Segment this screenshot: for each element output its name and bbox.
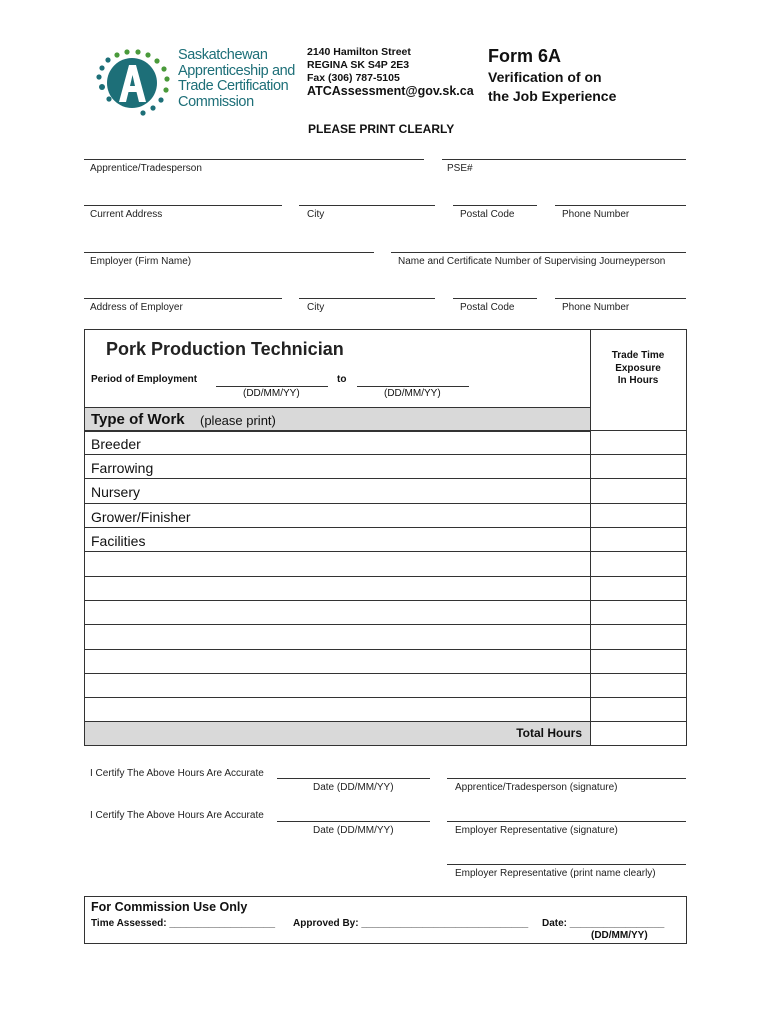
- employer-label: Employer (Firm Name): [90, 256, 192, 267]
- employer-city-field[interactable]: [299, 298, 435, 299]
- certify-label-2: I Certify The Above Hours Are Accurate: [90, 810, 264, 821]
- certify-date-field-2[interactable]: [277, 821, 430, 822]
- row-divider: [85, 551, 686, 552]
- row-divider: [85, 649, 686, 650]
- row-divider: [85, 600, 686, 601]
- to-label: to: [337, 374, 347, 385]
- commission-date-format: (DD/MM/YY): [591, 930, 648, 941]
- city-label: City: [307, 209, 325, 220]
- row-divider: [85, 576, 686, 577]
- row-divider: [85, 430, 686, 431]
- trade-time-header: [590, 350, 686, 388]
- work-item-grower-finisher: Grower/Finisher: [91, 509, 191, 525]
- employer-address-label: Address of Employer: [90, 302, 183, 313]
- row-divider: [85, 673, 686, 674]
- work-hours-table: [84, 329, 687, 746]
- please-print-label: (please print): [200, 413, 276, 428]
- fax-number: Fax (306) 787-5105: [307, 72, 400, 84]
- period-of-employment-label: Period of Employment: [91, 374, 198, 385]
- apprentice-field[interactable]: [84, 159, 424, 160]
- org-line: Commission: [178, 93, 254, 110]
- trade-time-line: Trade Time: [611, 350, 665, 361]
- end-date-format: (DD/MM/YY): [384, 388, 441, 399]
- phone-number-label: Phone Number: [562, 209, 630, 220]
- row-divider: [85, 454, 686, 455]
- hours-column: [590, 330, 687, 745]
- certify-label-1: I Certify The Above Hours Are Accurate: [90, 768, 264, 779]
- address-line-1: 2140 Hamilton Street: [307, 46, 411, 58]
- trade-name: Pork Production Technician: [106, 339, 344, 359]
- type-of-work-header: [85, 407, 590, 432]
- work-item-farrowing: Farrowing: [91, 460, 154, 476]
- pse-label: PSE#: [447, 163, 473, 174]
- apprentice-label: Apprentice/Tradesperson: [90, 163, 202, 174]
- trade-time-line: Exposure: [615, 362, 661, 374]
- commission-logo: [92, 47, 174, 117]
- total-hours-label: Total Hours: [516, 726, 582, 740]
- commission-title: For Commission Use Only: [91, 900, 248, 914]
- work-item-breeder: Breeder: [91, 436, 141, 452]
- employer-print-name-label: Employer Representative (print name clearly): [455, 868, 656, 879]
- employer-signature-label: Employer Representative (signature): [455, 825, 618, 836]
- work-item-nursery: Nursery: [91, 484, 141, 500]
- pse-field[interactable]: [442, 159, 686, 160]
- date-label-1: Date (DD/MM/YY): [313, 782, 394, 793]
- postal-code-field[interactable]: [453, 205, 537, 206]
- email-address: ATCAssessment@gov.sk.ca: [307, 84, 474, 98]
- form-number: Form 6A: [488, 46, 562, 66]
- phone-number-field[interactable]: [555, 205, 686, 206]
- employer-postal-code-label: Postal Code: [460, 302, 515, 313]
- work-item-facilities: Facilities: [91, 533, 146, 549]
- date-label-2: Date (DD/MM/YY): [313, 825, 394, 836]
- trade-time-line: In Hours: [617, 375, 659, 386]
- form-title-line-1: Verification of on: [488, 69, 602, 85]
- organization-name: [178, 48, 295, 110]
- commission-date-field[interactable]: Date: _________________: [542, 918, 665, 929]
- row-divider: [85, 624, 686, 625]
- employer-city-label: City: [307, 302, 325, 313]
- period-start-field[interactable]: [216, 386, 328, 387]
- start-date-format: (DD/MM/YY): [243, 388, 300, 399]
- period-end-field[interactable]: [357, 386, 469, 387]
- print-clearly-note: PLEASE PRINT CLEARLY: [308, 122, 455, 136]
- employer-print-name-field[interactable]: [447, 864, 686, 865]
- supervising-journeyperson-field[interactable]: [391, 252, 686, 253]
- type-of-work-label: Type of Work: [91, 411, 185, 428]
- org-line: Trade Certification: [178, 78, 289, 94]
- row-divider: [85, 503, 686, 504]
- approved-by-field[interactable]: Approved By: ______________________________: [293, 918, 529, 929]
- commission-use-box: [84, 896, 687, 944]
- org-line: Saskatchewan: [178, 47, 268, 63]
- form-title-line-2: the Job Experience: [488, 88, 617, 104]
- employer-signature-field[interactable]: [447, 821, 686, 822]
- employer-phone-number-label: Phone Number: [562, 302, 630, 313]
- supervising-journeyperson-label: Name and Certificate Number of Supervising Journeyperson: [398, 256, 666, 267]
- apprentice-signature-label: Apprentice/Tradesperson (signature): [455, 782, 618, 793]
- time-assessed-field[interactable]: Time Assessed: ___________________: [91, 918, 276, 929]
- employer-field[interactable]: [84, 252, 374, 253]
- total-hours-row: [85, 722, 590, 745]
- current-address-label: Current Address: [90, 209, 163, 220]
- row-divider: [85, 697, 686, 698]
- apprentice-signature-field[interactable]: [447, 778, 686, 779]
- row-divider: [85, 478, 686, 479]
- org-line: Apprenticeship and: [178, 62, 295, 79]
- row-divider: [85, 527, 686, 528]
- current-address-field[interactable]: [84, 205, 282, 206]
- employer-postal-code-field[interactable]: [453, 298, 537, 299]
- certify-date-field-1[interactable]: [277, 778, 430, 779]
- postal-code-label: Postal Code: [460, 209, 515, 220]
- city-field[interactable]: [299, 205, 435, 206]
- address-line-2: REGINA SK S4P 2E3: [307, 59, 410, 71]
- employer-address-field[interactable]: [84, 298, 282, 299]
- employer-phone-number-field[interactable]: [555, 298, 686, 299]
